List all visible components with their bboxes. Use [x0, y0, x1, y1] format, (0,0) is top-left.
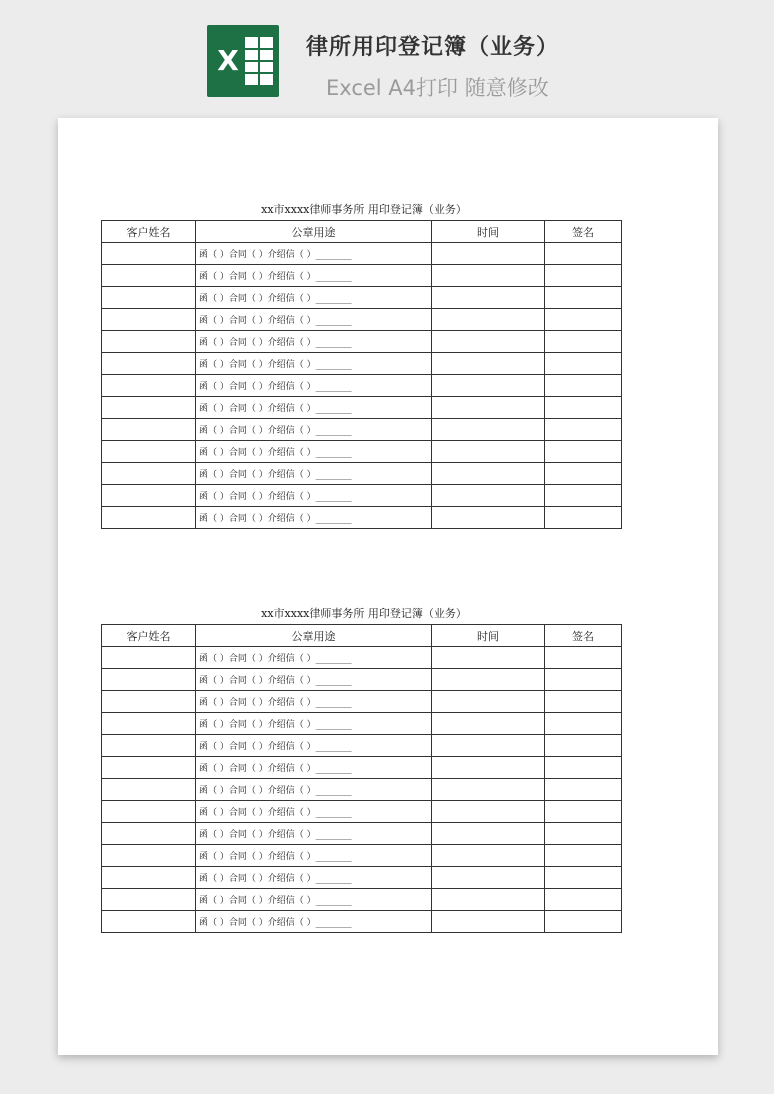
time-cell[interactable]	[432, 735, 545, 757]
client-name-cell[interactable]	[102, 845, 196, 867]
time-cell[interactable]	[432, 779, 545, 801]
column-header-client-name: 客户姓名	[102, 221, 196, 243]
signature-cell[interactable]	[545, 845, 622, 867]
table-row	[102, 309, 622, 331]
time-cell[interactable]	[432, 507, 545, 529]
register-table	[101, 624, 622, 933]
seal-purpose-cell: 函（ ）合同（ ）介绍信（ ）________	[196, 485, 432, 507]
table-row	[102, 823, 622, 845]
time-cell[interactable]	[432, 757, 545, 779]
time-cell[interactable]	[432, 647, 545, 669]
table-row	[102, 845, 622, 867]
time-cell[interactable]	[432, 419, 545, 441]
seal-purpose-cell: 函（ ）合同（ ）介绍信（ ）________	[196, 779, 432, 801]
seal-purpose-cell: 函（ ）合同（ ）介绍信（ ）________	[196, 669, 432, 691]
seal-purpose-cell: 函（ ）合同（ ）介绍信（ ）________	[196, 309, 432, 331]
time-cell[interactable]	[432, 823, 545, 845]
signature-cell[interactable]	[545, 823, 622, 845]
register-table-body	[102, 647, 622, 933]
client-name-cell[interactable]	[102, 691, 196, 713]
table-row	[102, 889, 622, 911]
signature-cell[interactable]	[545, 735, 622, 757]
time-cell[interactable]	[432, 691, 545, 713]
seal-purpose-cell: 函（ ）合同（ ）介绍信（ ）________	[196, 647, 432, 669]
column-header-time: 时间	[432, 625, 545, 647]
column-header-seal-purpose: 公章用途	[196, 625, 432, 647]
signature-cell[interactable]	[545, 507, 622, 529]
client-name-cell[interactable]	[102, 889, 196, 911]
signature-cell[interactable]	[545, 889, 622, 911]
page-subtitle: Excel A4打印 随意修改	[326, 76, 549, 100]
client-name-cell[interactable]	[102, 419, 196, 441]
signature-cell[interactable]	[545, 265, 622, 287]
register-table-block-1	[101, 200, 621, 529]
register-table-block-2	[101, 604, 621, 933]
time-cell[interactable]	[432, 287, 545, 309]
signature-cell[interactable]	[545, 669, 622, 691]
time-cell[interactable]	[432, 309, 545, 331]
client-name-cell[interactable]	[102, 397, 196, 419]
signature-cell[interactable]	[545, 309, 622, 331]
time-cell[interactable]	[432, 889, 545, 911]
table-row	[102, 485, 622, 507]
signature-cell[interactable]	[545, 779, 622, 801]
client-name-cell[interactable]	[102, 779, 196, 801]
table-row	[102, 757, 622, 779]
column-header-signature: 签名	[545, 625, 622, 647]
client-name-cell[interactable]	[102, 331, 196, 353]
page-title: 律所用印登记簿（业务）	[306, 35, 560, 60]
time-cell[interactable]	[432, 911, 545, 933]
time-cell[interactable]	[432, 801, 545, 823]
table-row	[102, 375, 622, 397]
seal-purpose-cell: 函（ ）合同（ ）介绍信（ ）________	[196, 265, 432, 287]
client-name-cell[interactable]	[102, 735, 196, 757]
signature-cell[interactable]	[545, 867, 622, 889]
time-cell[interactable]	[432, 243, 545, 265]
time-cell[interactable]	[432, 353, 545, 375]
signature-cell[interactable]	[545, 691, 622, 713]
client-name-cell[interactable]	[102, 375, 196, 397]
signature-cell[interactable]	[545, 801, 622, 823]
seal-purpose-cell: 函（ ）合同（ ）介绍信（ ）________	[196, 691, 432, 713]
time-cell[interactable]	[432, 713, 545, 735]
client-name-cell[interactable]	[102, 287, 196, 309]
time-cell[interactable]	[432, 441, 545, 463]
table-row	[102, 265, 622, 287]
client-name-cell[interactable]	[102, 507, 196, 529]
signature-cell[interactable]	[545, 397, 622, 419]
seal-purpose-cell: 函（ ）合同（ ）介绍信（ ）________	[196, 353, 432, 375]
document-sheet	[58, 118, 718, 1055]
seal-purpose-cell: 函（ ）合同（ ）介绍信（ ）________	[196, 801, 432, 823]
time-cell[interactable]	[432, 397, 545, 419]
table-row	[102, 441, 622, 463]
time-cell[interactable]	[432, 331, 545, 353]
signature-cell[interactable]	[545, 375, 622, 397]
seal-purpose-cell: 函（ ）合同（ ）介绍信（ ）________	[196, 911, 432, 933]
register-table-body	[102, 243, 622, 529]
excel-logo-icon	[207, 25, 279, 97]
signature-cell[interactable]	[545, 353, 622, 375]
table-caption: xx市xxxx律师事务所 用印登记簿（业务）	[261, 203, 467, 216]
table-row	[102, 911, 622, 933]
signature-cell[interactable]	[545, 713, 622, 735]
signature-cell[interactable]	[545, 441, 622, 463]
seal-purpose-cell: 函（ ）合同（ ）介绍信（ ）________	[196, 889, 432, 911]
excel-grid-icon	[245, 37, 273, 85]
table-row	[102, 353, 622, 375]
table-row	[102, 287, 622, 309]
seal-purpose-cell: 函（ ）合同（ ）介绍信（ ）________	[196, 757, 432, 779]
seal-purpose-cell: 函（ ）合同（ ）介绍信（ ）________	[196, 287, 432, 309]
table-row	[102, 669, 622, 691]
table-row	[102, 779, 622, 801]
seal-purpose-cell: 函（ ）合同（ ）介绍信（ ）________	[196, 507, 432, 529]
seal-purpose-cell: 函（ ）合同（ ）介绍信（ ）________	[196, 419, 432, 441]
signature-cell[interactable]	[545, 463, 622, 485]
seal-purpose-cell: 函（ ）合同（ ）介绍信（ ）________	[196, 397, 432, 419]
client-name-cell[interactable]	[102, 353, 196, 375]
signature-cell[interactable]	[545, 419, 622, 441]
client-name-cell[interactable]	[102, 485, 196, 507]
time-cell[interactable]	[432, 669, 545, 691]
seal-purpose-cell: 函（ ）合同（ ）介绍信（ ）________	[196, 441, 432, 463]
signature-cell[interactable]	[545, 647, 622, 669]
time-cell[interactable]	[432, 845, 545, 867]
table-row	[102, 419, 622, 441]
signature-cell[interactable]	[545, 331, 622, 353]
time-cell[interactable]	[432, 463, 545, 485]
time-cell[interactable]	[432, 485, 545, 507]
table-row	[102, 331, 622, 353]
seal-purpose-cell: 函（ ）合同（ ）介绍信（ ）________	[196, 713, 432, 735]
table-row	[102, 397, 622, 419]
time-cell[interactable]	[432, 375, 545, 397]
table-row	[102, 507, 622, 529]
column-header-signature: 签名	[545, 221, 622, 243]
time-cell[interactable]	[432, 867, 545, 889]
client-name-cell[interactable]	[102, 713, 196, 735]
client-name-cell[interactable]	[102, 911, 196, 933]
client-name-cell[interactable]	[102, 647, 196, 669]
seal-purpose-cell: 函（ ）合同（ ）介绍信（ ）________	[196, 463, 432, 485]
signature-cell[interactable]	[545, 757, 622, 779]
seal-purpose-cell: 函（ ）合同（ ）介绍信（ ）________	[196, 243, 432, 265]
column-header-client-name: 客户姓名	[102, 625, 196, 647]
client-name-cell[interactable]	[102, 801, 196, 823]
client-name-cell[interactable]	[102, 669, 196, 691]
table-caption: xx市xxxx律师事务所 用印登记簿（业务）	[261, 607, 467, 620]
table-row	[102, 713, 622, 735]
table-row	[102, 735, 622, 757]
client-name-cell[interactable]	[102, 823, 196, 845]
client-name-cell[interactable]	[102, 463, 196, 485]
seal-purpose-cell: 函（ ）合同（ ）介绍信（ ）________	[196, 331, 432, 353]
signature-cell[interactable]	[545, 911, 622, 933]
client-name-cell[interactable]	[102, 265, 196, 287]
client-name-cell[interactable]	[102, 309, 196, 331]
seal-purpose-cell: 函（ ）合同（ ）介绍信（ ）________	[196, 867, 432, 889]
table-row	[102, 463, 622, 485]
table-row	[102, 691, 622, 713]
seal-purpose-cell: 函（ ）合同（ ）介绍信（ ）________	[196, 823, 432, 845]
column-header-seal-purpose: 公章用途	[196, 221, 432, 243]
signature-cell[interactable]	[545, 485, 622, 507]
client-name-cell[interactable]	[102, 867, 196, 889]
seal-purpose-cell: 函（ ）合同（ ）介绍信（ ）________	[196, 375, 432, 397]
client-name-cell[interactable]	[102, 441, 196, 463]
table-row	[102, 867, 622, 889]
client-name-cell[interactable]	[102, 243, 196, 265]
time-cell[interactable]	[432, 265, 545, 287]
column-header-time: 时间	[432, 221, 545, 243]
register-table	[101, 220, 622, 529]
signature-cell[interactable]	[545, 287, 622, 309]
table-row	[102, 647, 622, 669]
client-name-cell[interactable]	[102, 757, 196, 779]
seal-purpose-cell: 函（ ）合同（ ）介绍信（ ）________	[196, 735, 432, 757]
seal-purpose-cell: 函（ ）合同（ ）介绍信（ ）________	[196, 845, 432, 867]
excel-x-letter: X	[213, 37, 243, 85]
signature-cell[interactable]	[545, 243, 622, 265]
table-row	[102, 243, 622, 265]
table-row	[102, 801, 622, 823]
